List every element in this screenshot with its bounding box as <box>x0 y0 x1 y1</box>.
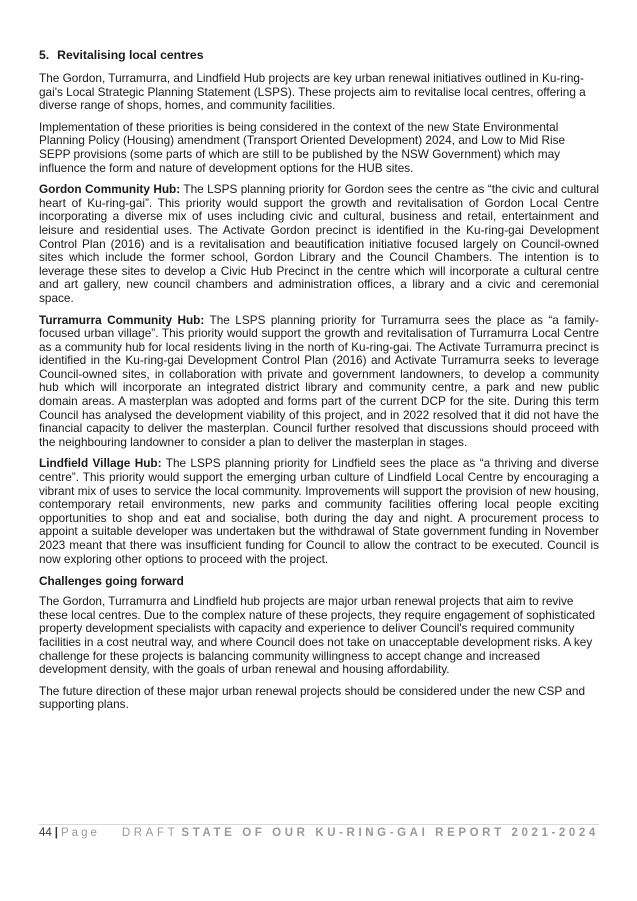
turramurra-hub-heading: Turramurra Community Hub: <box>39 312 205 327</box>
gordon-hub-paragraph <box>39 183 599 305</box>
context-paragraph: Implementation of these priorities is being considered in the context of the new State Environmental Planning Policy (Housing) amendment (Transport Oriented Development) 2024, and Low to Mid Rise SEPP provisions (some parts of which are still to be published by the NSW Government) which may influence the form and nature of development options for the HUB sites. <box>39 119 566 175</box>
lindfield-hub-heading: Lindfield Village Hub: <box>39 456 162 471</box>
turramurra-hub-text: The LSPS planning priority for Turramurra sees the place as “a family-focused urban village”. This priority would support the growth and revitalisation of Turramurra Local Centre as a community hub for local residents living in the north of Ku-ring-gai. The Activate Turramurra precinct is identified in the Ku-ring-gai Development Control Plan (2016) and Activate Turramurra seeks to leverage Council-owned sites, in collaboration with private and government landowners, to develop a community hub which will incorporate an integrated district library and community centre, a park and new public domain areas. A masterplan was adopted and forms part of the current DCP for the site. During this term Council has analysed the development viability of this project, and in 2022 resolved that it did not have the financial capacity to deliver the masterplan. Council further resolved that discussions should proceed with the neighbouring landowner to consider a plan to deliver the masterplan in stages. <box>39 312 599 449</box>
page-content <box>39 48 599 720</box>
challenges-paragraph-2: The future direction of these major urban renewal projects should be considered under the new CSP and supporting plans. <box>39 683 586 712</box>
challenges-paragraph-1: The Gordon, Turramurra and Lindfield hub projects are major urban renewal projects that aim to revive these local centres. Due to the complex nature of these projects, they require engagement of sophisticated property development specialists with capacity and experience to deliver Council's required community facilities in a cost neutral way, and where Council does not take on unacceptable development risks. A key challenge for these projects is balancing community willingness to accept change and increased development density, with the goals of urban renewal and housing affordability. <box>39 594 596 677</box>
section-number: 5. <box>39 48 50 62</box>
report-title: STATE OF OUR KU-RING-GAI REPORT 2021-2024 <box>181 827 599 839</box>
gordon-hub-heading: Gordon Community Hub: <box>39 182 181 197</box>
page-label: Page <box>61 827 100 839</box>
draft-label: DRAFT <box>121 827 179 839</box>
gordon-hub-text: The LSPS planning priority for Gordon sees the centre as “the civic and cultural heart of Ku-ring-gai”. This priority would support the growth and revitalisation of Gordon Local Centre incorporating a diverse mix of uses including civic and cultural, business and retail, entertainment and leisure and residential uses. The Activate Gordon precinct is identified in the Ku-ring-gai Development Control Plan (2016) and is a revitalisation and beautification initiative focused largely on Council-owned sites which include the former school, Gordon Library and the Council Chambers. The intention is to leverage these sites to develop a Civic Hub Precinct in the centre which will incorporate a cultural centre and art gallery, new council chambers and administration offices, a library and a civic and ceremonial space. <box>39 182 600 305</box>
lindfield-hub-paragraph <box>39 457 599 566</box>
section-title: Revitalising local centres <box>57 48 204 62</box>
page-footer <box>39 824 599 839</box>
challenges-heading: Challenges going forward <box>39 574 184 589</box>
footer-separator: | <box>54 827 59 839</box>
lindfield-hub-text: The LSPS planning priority for Lindfield sees the place as “a thriving and diverse centre”. This priority would support the emerging urban culture of Lindfield Local Centre by encouraging a vibrant mix of uses to service the local community. Improvements will support the provision of new housing, contemporary retail environments, new parks and community facilities offering local people exciting opportunities to shop and eat and socialise, both during the day and night. A procurement process to appoint a suitable developer was undertaken but the withdrawal of State government funding in November 2023 meant that there was insufficient funding for Council to allow the contract to be executed. Council is now exploring other options to proceed with the project. <box>39 456 599 566</box>
turramurra-hub-paragraph <box>39 314 599 450</box>
section-heading <box>39 48 599 63</box>
intro-paragraph: The Gordon, Turramurra, and Lindfield Hub projects are key urban renewal initiatives outlined in Ku-ring-gai's Local Strategic Planning Statement (LSPS). These projects aim to revitalise local centres, offering a diverse range of shops, homes, and community facilities. <box>39 71 586 113</box>
page-number: 44 <box>39 827 52 839</box>
